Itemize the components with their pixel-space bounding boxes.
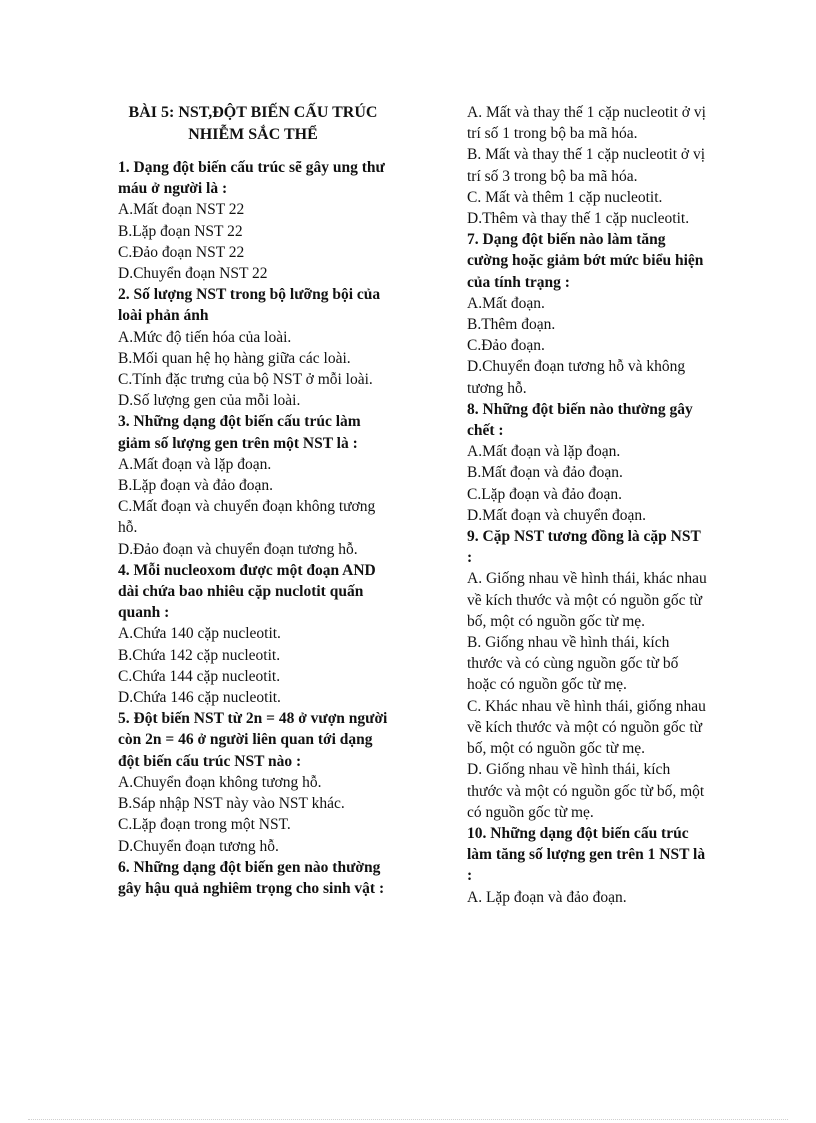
- question-block: [467, 823, 707, 908]
- question-text: 10. Những dạng đột biến cấu trúc làm tăng số lượng gen trên 1 NST là :: [467, 824, 706, 885]
- answer-option: D.Chuyển đoạn tương hỗ và không tương hỗ.: [467, 358, 686, 397]
- question-block: [118, 560, 388, 708]
- answer-option: A.Chuyển đoạn không tương hỗ.: [118, 773, 322, 791]
- question-text: 9. Cặp NST tương đồng là cặp NST :: [467, 528, 701, 567]
- answer-option: C.Lặp đoạn và đảo đoạn.: [467, 485, 622, 503]
- question-text: 1. Dạng đột biến cấu trúc sẽ gây ung thư máu ở người là :: [118, 159, 385, 198]
- answer-option: B.Thêm đoạn.: [467, 316, 556, 334]
- question-text: 2. Số lượng NST trong bộ lưỡng bội của loài phản ánh: [118, 286, 381, 325]
- answer-option: A.Mức độ tiến hóa của loài.: [118, 328, 292, 346]
- answer-option: A.Chứa 140 cặp nucleotit.: [118, 625, 281, 643]
- answer-option: C.Mất đoạn và chuyển đoạn không tương hỗ.: [118, 498, 376, 537]
- answer-option: A.Mất đoạn NST 22: [118, 201, 245, 219]
- answer-option: A.Mất đoạn và lặp đoạn.: [118, 455, 272, 473]
- question-text: 7. Dạng đột biến nào làm tăng cường hoặc giảm bớt mức biểu hiện của tính trạng :: [467, 231, 704, 291]
- question-block: [118, 708, 388, 856]
- question-text: 8. Những đột biến nào thường gây chết :: [467, 400, 693, 440]
- answer-option: A. Mất và thay thế 1 cặp nucleotit ở vị trí số 1 trong bộ ba mã hóa.: [467, 104, 706, 143]
- question-text: 5. Đột biến NST từ 2n = 48 ở vượn người còn 2n = 46 ở người liên quan tới dạng đột biến cấu trúc NST nào :: [118, 710, 388, 770]
- answer-option: D.Chuyển đoạn tương hỗ.: [118, 837, 279, 855]
- answer-option: D.Số lượng gen của mỗi loài.: [118, 392, 301, 410]
- answer-option: A.Mất đoạn.: [467, 294, 545, 312]
- right-question-list: [467, 102, 707, 908]
- answer-option: B.Lặp đoạn và đảo đoạn.: [118, 477, 273, 495]
- answer-option: B. Giống nhau về hình thái, kích thước và có cùng nguồn gốc từ bố hoặc có nguồn gốc từ mẹ.: [467, 634, 679, 694]
- answer-option: C. Khác nhau về hình thái, giống nhau về kích thước và một có nguồn gốc từ bố, một có nguồn gốc từ mẹ.: [467, 697, 706, 758]
- question-text: 4. Mỗi nucleoxom được một đoạn AND dài chứa bao nhiêu cặp nuclotit quấn quanh :: [118, 561, 376, 622]
- question-block: [467, 102, 707, 229]
- answer-option: D.Chứa 146 cặp nucleotit.: [118, 689, 281, 707]
- question-text: 6. Những dạng đột biến gen nào thường gây hậu quả nghiêm trọng cho sinh vật :: [118, 858, 385, 897]
- answer-option: C.Đảo đoạn.: [467, 337, 545, 355]
- answer-option: B. Mất và thay thế 1 cặp nucleotit ở vị trí số 3 trong bộ ba mã hóa.: [467, 146, 706, 185]
- answer-option: B.Lặp đoạn NST 22: [118, 222, 243, 240]
- question-block: [118, 157, 388, 284]
- answer-option: B.Mất đoạn và đảo đoạn.: [467, 464, 623, 482]
- answer-option: C.Chứa 144 cặp nucleotit.: [118, 667, 281, 685]
- answer-option: A.Mất đoạn và lặp đoạn.: [467, 443, 621, 461]
- answer-option: B.Sáp nhập NST này vào NST khác.: [118, 795, 345, 813]
- answer-option: C.Tính đặc trưng của bộ NST ở mỗi loài.: [118, 371, 373, 389]
- question-block: [118, 857, 388, 899]
- answer-option: B.Mối quan hệ họ hàng giữa các loài.: [118, 349, 351, 367]
- question-block: [118, 284, 388, 411]
- left-column: [118, 102, 388, 899]
- answer-option: A. Lặp đoạn và đảo đoạn.: [467, 888, 627, 906]
- answer-option: A. Giống nhau về hình thái, khác nhau về kích thước và một có nguồn gốc từ bố, một có nguồn gốc từ mẹ.: [467, 570, 707, 630]
- question-block: [118, 411, 388, 559]
- answer-option: C. Mất và thêm 1 cặp nucleotit.: [467, 188, 663, 206]
- question-block: [467, 229, 707, 399]
- answer-option: D.Đảo đoạn và chuyển đoạn tương hỗ.: [118, 540, 358, 558]
- page-footer-rule: [28, 1119, 788, 1120]
- question-block: [467, 399, 707, 526]
- question-text: 3. Những dạng đột biến cấu trúc làm giảm số lượng gen trên một NST là :: [118, 413, 361, 452]
- answer-option: B.Chứa 142 cặp nucleotit.: [118, 646, 281, 664]
- answer-option: D. Giống nhau về hình thái, kích thước và một có nguồn gốc từ bố, một có nguồn gốc từ mẹ.: [467, 761, 705, 821]
- right-column: [467, 102, 707, 908]
- answer-option: D.Thêm và thay thế 1 cặp nucleotit.: [467, 210, 690, 228]
- answer-option: D.Chuyển đoạn NST 22: [118, 265, 268, 283]
- question-block: [467, 526, 707, 823]
- answer-option: D.Mất đoạn và chuyển đoạn.: [467, 506, 647, 524]
- answer-option: C.Lặp đoạn trong một NST.: [118, 816, 291, 834]
- document-title: BÀI 5: NST,ĐỘT BIẾN CẤU TRÚC NHIỄM SẮC THỂ: [128, 104, 378, 143]
- answer-option: C.Đảo đoạn NST 22: [118, 243, 245, 261]
- left-question-list: [118, 157, 388, 899]
